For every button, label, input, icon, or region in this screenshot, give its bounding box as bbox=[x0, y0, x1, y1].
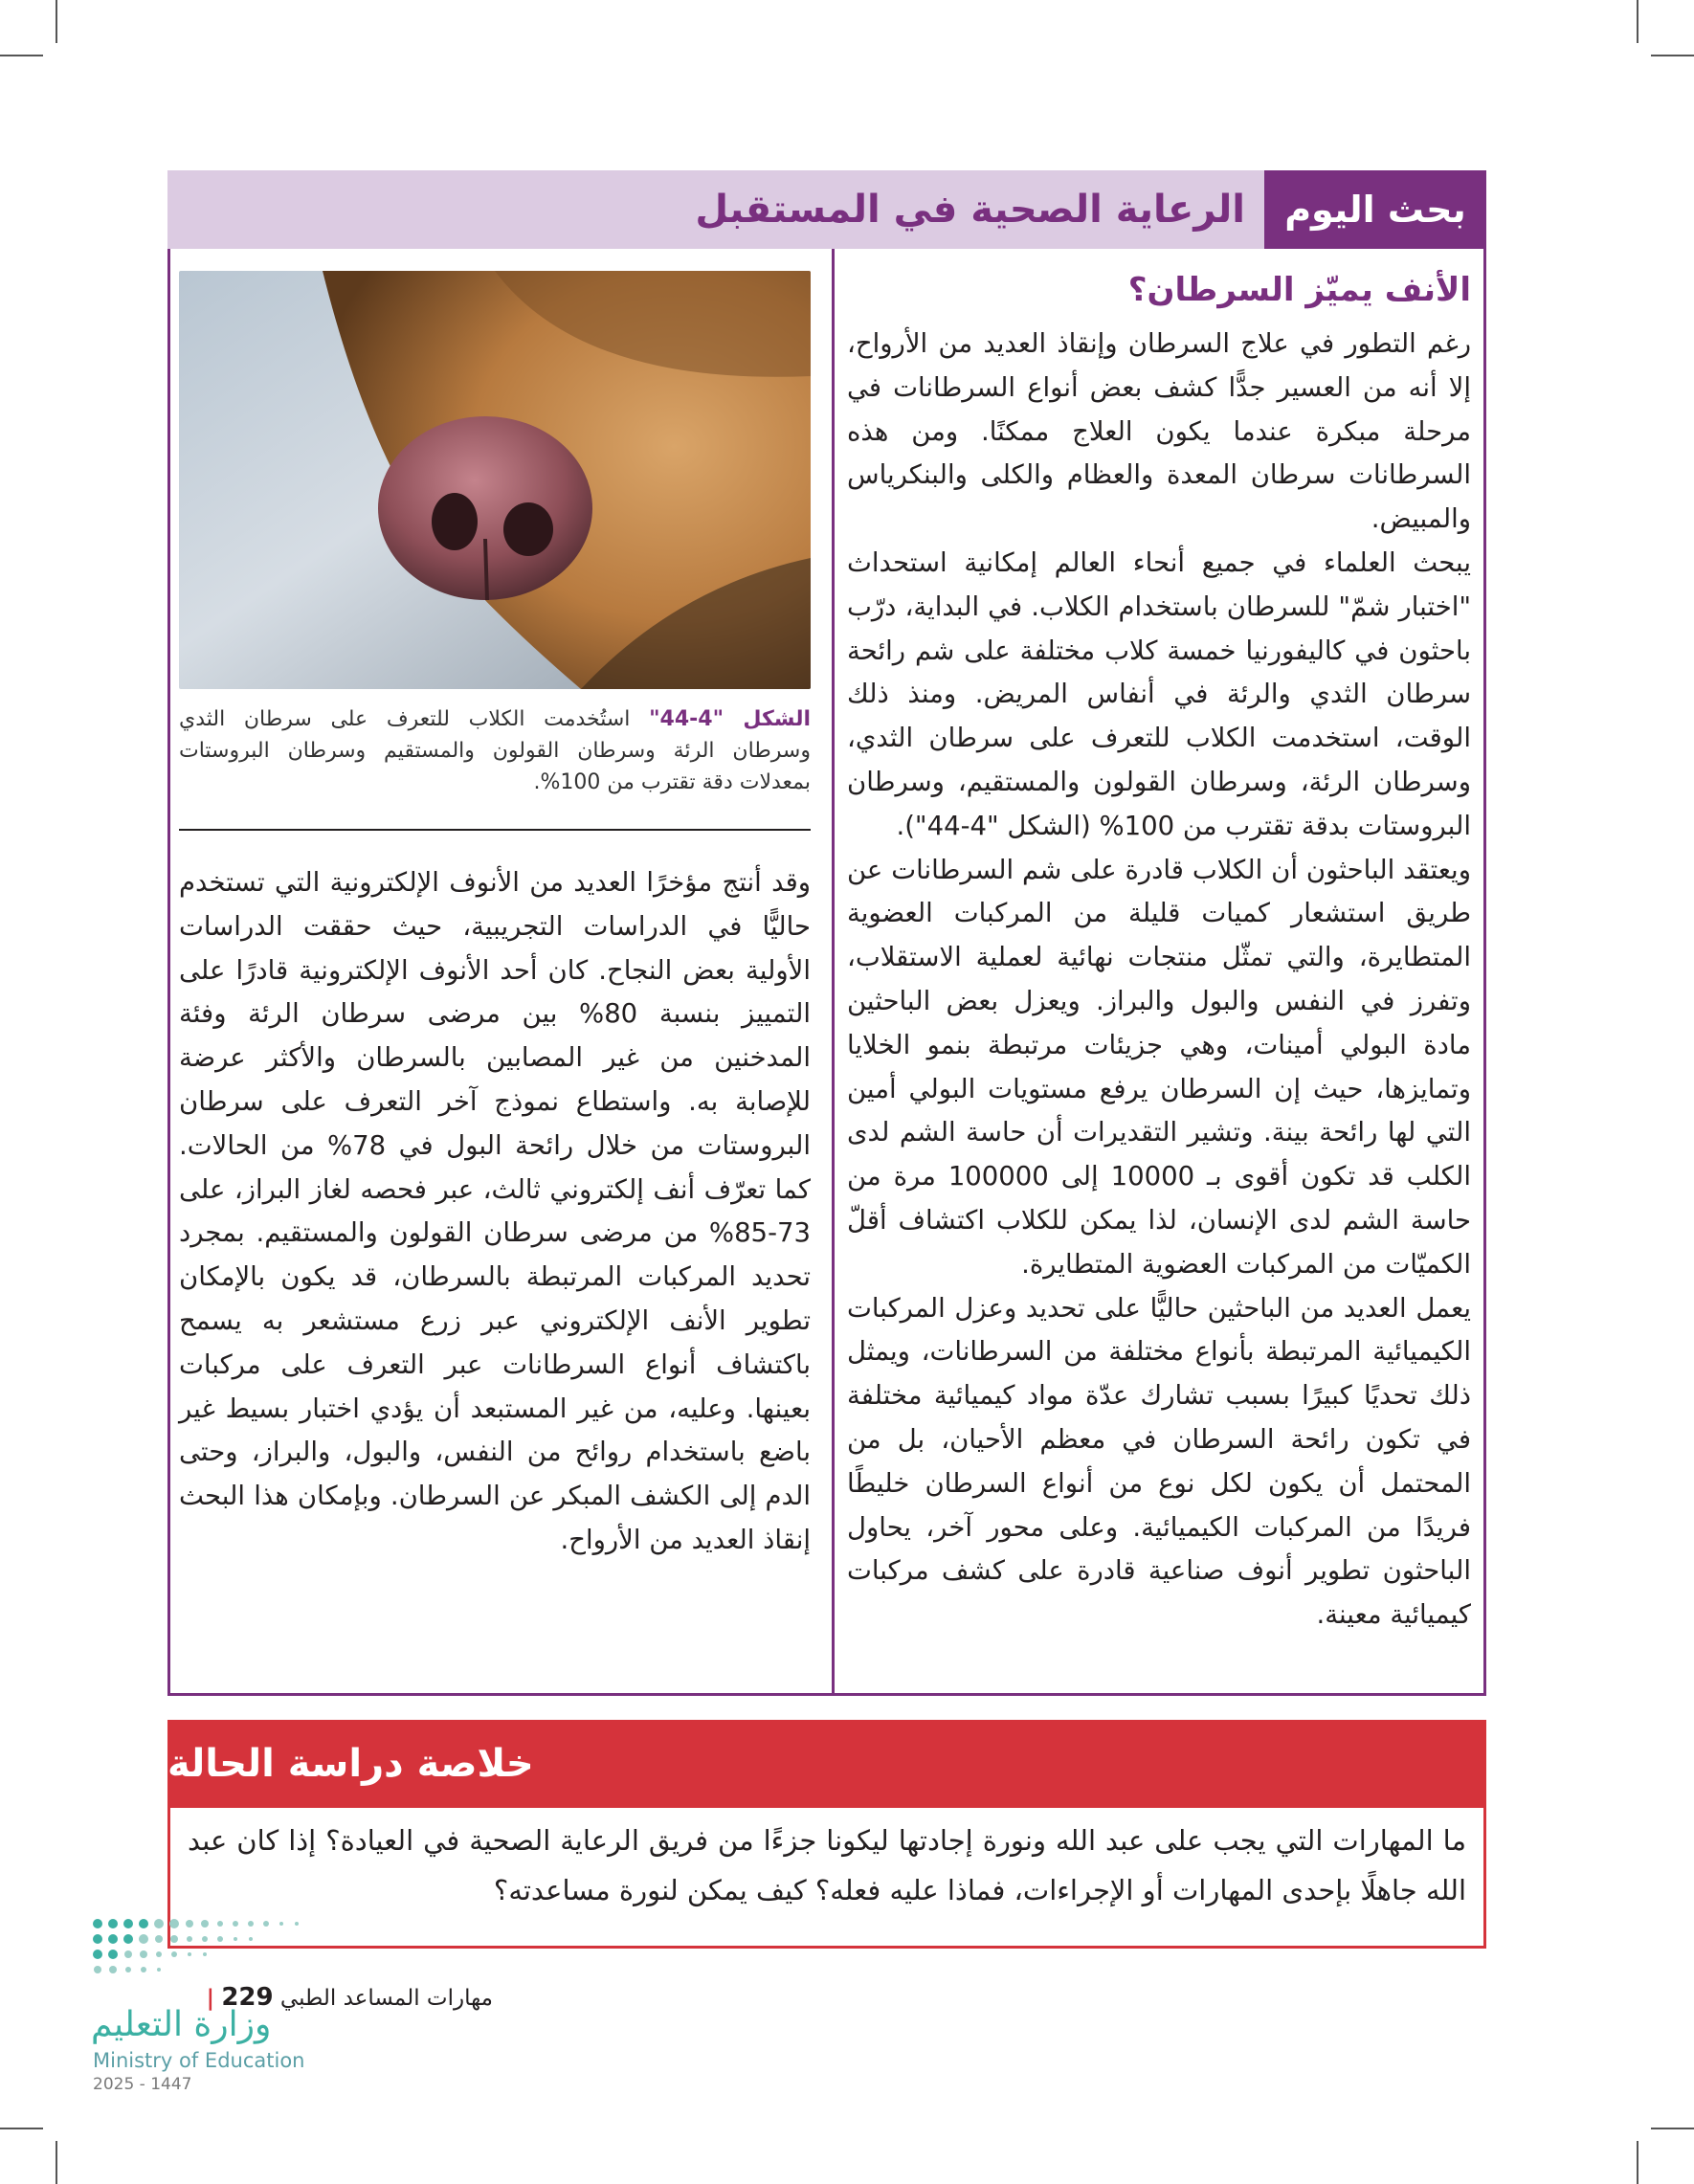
summary-box bbox=[167, 1808, 1486, 1949]
article-heading: الأنف يميّز السرطان؟ bbox=[1127, 271, 1471, 309]
summary-title: خلاصة دراسة الحالة bbox=[167, 1742, 534, 1786]
crop-mark bbox=[0, 2128, 43, 2129]
ministry-year: 2025 - 1447 bbox=[93, 2075, 192, 2094]
crop-mark bbox=[0, 55, 43, 56]
article-paragraph: يعمل العديد من الباحثين حاليًّا على تحديد وعزل المركبات الكيميائية المرتبطة بأنواع مختلفة من السرطانات، ويمثل ذلك تحديًا كبيرًا بسبب تشارك عدّة مواد كيميائية مختلفة في تكون رائحة السرطان في معظم الأحيان، بل من المحتمل أن يكون لكل نوع من أنواع السرطان خليطًا فريدًا من المركبات الكيميائية. وعلى محور آخر، يحاول الباحثون تطوير أنوف صناعية قادرة على كشف مركبات كيميائية معينة. bbox=[847, 1292, 1471, 1631]
figure-label: الشكل "4-44" bbox=[649, 707, 811, 731]
figure-caption bbox=[179, 703, 811, 798]
crop-mark bbox=[1637, 0, 1638, 43]
crop-mark bbox=[1651, 55, 1694, 56]
ministry-name-en: Ministry of Education bbox=[93, 2049, 305, 2072]
article-paragraph: ويعتقد الباحثون أن الكلاب قادرة على شم السرطانات عن طريق استشعار كميات قليلة من المركبات العضوية المتطايرة، والتي تمثّل منتجات نهائية لعملية الاستقلاب، وتفرز في النفس والبول والبراز. ويعزل بعض الباحثين مادة البولي أمينات، وهي جزيئات مرتبطة بنمو الخلايا وتمايزها، حيث إن السرطان يرفع مستويات البولي أمين التي لها رائحة بينة. وتشير التقديرات أن حاسة الشم لدى الكلب قد تكون أقوى بـ 10000 إلى 100000 مرة من حاسة الشم لدى الإنسان، لذا يمكن للكلاب اكتشاف أقلّ الكميّات من المركبات العضوية المتطايرة. bbox=[847, 854, 1471, 1280]
article-right-column bbox=[847, 271, 1471, 1638]
page-number: 229 bbox=[221, 1983, 274, 2012]
figure-caption-text: استُخدمت الكلاب للتعرف على سرطان الثدي وسرطان الرئة وسرطان القولون والمستقيم وسرطان البروستات بمعدلات دقة تقترب من 100%. bbox=[179, 707, 811, 794]
column-divider bbox=[832, 249, 835, 1696]
caption-divider bbox=[179, 829, 811, 831]
section-header bbox=[167, 170, 1486, 249]
article-paragraph: رغم التطور في علاج السرطان وإنقاذ العديد من الأرواح، إلا أنه من العسير جدًّا كشف بعض أنواع السرطانات في مرحلة مبكرة عندما يكون العلاج ممكنًا. ومن هذه السرطانات سرطان المعدة والعظام والكلى والبنكرياس والمبيض. bbox=[847, 328, 1471, 535]
article-paragraph: وقد أنتج مؤخرًا العديد من الأنوف الإلكترونية التي تستخدم حاليًّا في الدراسات التجريبية، حيث حققت الدراسات الأولية بعض النجاح. كان أحد الأنوف الإلكترونية قادرًا على التمييز بنسبة 80% بين مرضى سرطان الرئة وفئة المدخنين من غير المصابين بالسرطان والأكثر عرضة للإصابة به. واستطاع نموذج آخر التعرف على سرطان البروستات من خلال رائحة البول في 78% من الحالات. كما تعرّف أنف إلكتروني ثالث، عبر فحصه لغاز البراز، على 73-85% من مرضى سرطان القولون والمستقيم. بمجرد تحديد المركبات المرتبطة بالسرطان، قد يكون بالإمكان تطوير الأنف الإلكتروني عبر زرع مستشعر به يسمح باكتشاف أنواع السرطانات عبر التعرف على مركبات بعينها. وعليه، من غير المستبعد أن يؤدي اختبار بسيط غير باضع باستخدام روائح من النفس، والبول، والبراز، وحتى الدم إلى الكشف المبكر عن السرطان. وبإمكان هذا البحث إنقاذ العديد من الأرواح. bbox=[179, 867, 812, 1555]
section-title: الرعاية الصحية في المستقبل bbox=[695, 188, 1245, 232]
summary-header bbox=[167, 1720, 1486, 1808]
crop-mark bbox=[56, 2141, 57, 2184]
summary-text: ما المهارات التي يجب على عبد الله ونورة إجادتها ليكونا جزءًا من فريق الرعاية الصحية في العيادة؟ إذا كان عبد الله جاهلًا بإحدى المهارات أو الإجراءات، فماذا عليه فعله؟ كيف يمكن لنورة مساعدته؟ bbox=[188, 1824, 1466, 1906]
article-left-column bbox=[179, 861, 811, 1563]
crop-mark bbox=[1637, 2141, 1638, 2184]
crop-mark bbox=[1651, 2128, 1694, 2129]
dog-nose-photo bbox=[179, 271, 811, 689]
book-title: مهارات المساعد الطبي bbox=[279, 1986, 493, 2011]
section-tag: بحث اليوم bbox=[1264, 170, 1486, 249]
ministry-name-ar: وزارة التعليم bbox=[91, 2005, 272, 2044]
page-footer: مهارات المساعد الطبي 229 | bbox=[206, 1983, 493, 2012]
article-paragraph: يبحث العلماء في جميع أنحاء العالم إمكانية استحداث "اختبار شمّ" للسرطان باستخدام الكلاب. في البداية، درّب باحثون في كاليفورنيا خمسة كلاب مختلفة على شم رائحة سرطان الثدي والرئة في أنفاس المريض. ومنذ ذلك الوقت، استخدمت الكلاب للتعرف على سرطان الثدي، وسرطان الرئة، وسرطان القولون والمستقيم، وسرطان البروستات بدقة تقترب من 100% (الشكل "4-44"). bbox=[847, 546, 1471, 841]
crop-mark bbox=[56, 0, 57, 43]
